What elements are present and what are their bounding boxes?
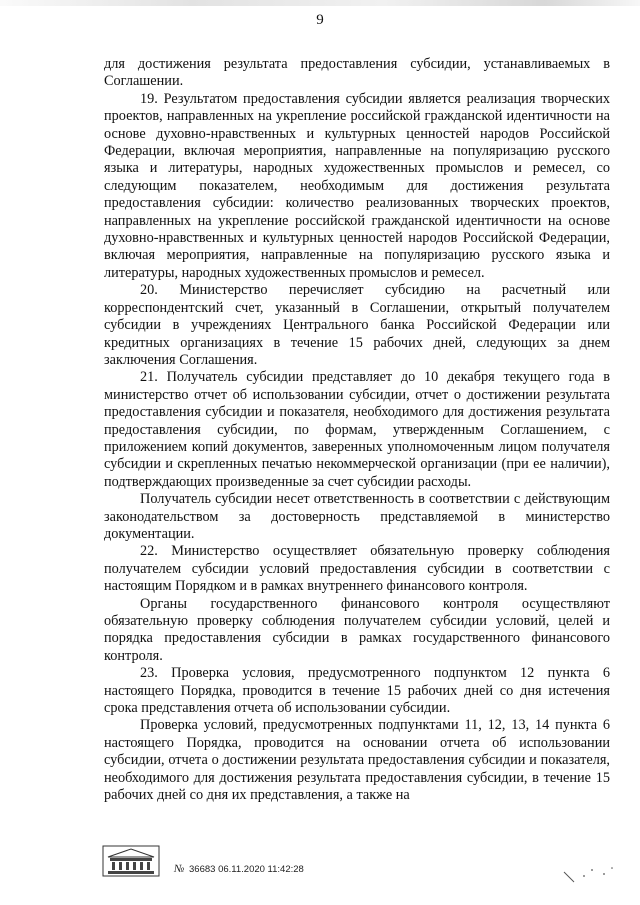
document-body xyxy=(104,56,610,804)
registration-number-timestamp: 36683 06.11.2020 11:42:28 xyxy=(189,864,304,875)
paragraph-19: 19. Результатом предоставления субсидии является реализация творческих проектов, направленных на укрепление российской гражданской идентичности на основе духовно-нравственных и культурных ценностей народов Российской Федерации, включая мероприятия, направленные на популяризацию русского языка и литературы, народных художественных промыслов и ремесел, со следующим показателем, необходимым для достижения результата предоставления субсидии: количество реализованных творческих проектов, направленных на укрепление российской гражданской идентичности на основе духовно-нравственных и культурных ценностей народов Российской Федерации, включая мероприятия, направленные на популяризацию русского языка и литературы, народных художественных промыслов и ремесел. xyxy=(104,90,610,281)
document-registration-id xyxy=(174,863,304,875)
paragraph-23-verification: Проверка условий, предусмотренных подпунктами 11, 12, 13, 14 пункта 6 настоящего Порядка, проводится на основании отчета об использовании субсидии, отчета о достижении результата предоставления субсидии и показателя, необходимого для достижения результата предоставления субсидии, в течение 15 рабочих дней со дня их представления, а также на xyxy=(104,717,610,804)
paragraph-22: 22. Министерство осуществляет обязательную проверку соблюдения получателем субсидии условий предоставления субсидии в соответствии с настоящим Порядком и в рамках внутреннего финансового контроля. xyxy=(104,543,610,595)
paragraph-20: 20. Министерство перечисляет субсидию на расчетный или корреспондентский счет, указанный в Соглашении, открытый получателем субсидии в учреждениях Центрального банка Российской Федерации или кредитных организациях в течение 15 рабочих дней, следующих за днем заключения Соглашения. xyxy=(104,282,610,368)
scan-marks xyxy=(560,862,620,886)
paragraph-continuation: для достижения результата предоставления субсидии, устанавливаемых в Соглашении. xyxy=(104,56,610,90)
document-system-logo-icon xyxy=(102,845,160,877)
paragraph-22-control-bodies: Органы государственного финансового контроля осуществляют обязательную проверку соблюдения получателем субсидии условий, целей и порядка предоставления субсидии в рамках государственного финансового контроля. xyxy=(104,595,610,664)
paragraph-21: 21. Получатель субсидии представляет до 10 декабря текущего года в министерство отчет об использовании субсидии, отчет о достижении результата предоставления субсидии и показателя, необходимого для достижения результата предоставления субсидии, по формам, утвержденным Соглашением, с приложением копий документов, заверенных уполномоченным лицом получателя субсидии и скрепленных печатью некоммерческой организации (при ее наличии), подтверждающих произведенные за счет субсидии расходы. xyxy=(104,369,610,490)
document-footer xyxy=(102,845,522,879)
number-sign: № xyxy=(174,863,185,875)
page-number: 9 xyxy=(316,12,324,28)
scan-edge-artifact xyxy=(0,0,640,6)
paragraph-23: 23. Проверка условия, предусмотренного подпунктом 12 пункта 6 настоящего Порядка, проводится в течение 15 рабочих дней со дня истечения срока представления отчета об использовании субсидии. xyxy=(104,665,610,717)
paragraph-21-responsibility: Получатель субсидии несет ответственность в соответствии с действующим законодательством за достоверность представляемой в министерство документации. xyxy=(104,491,610,542)
